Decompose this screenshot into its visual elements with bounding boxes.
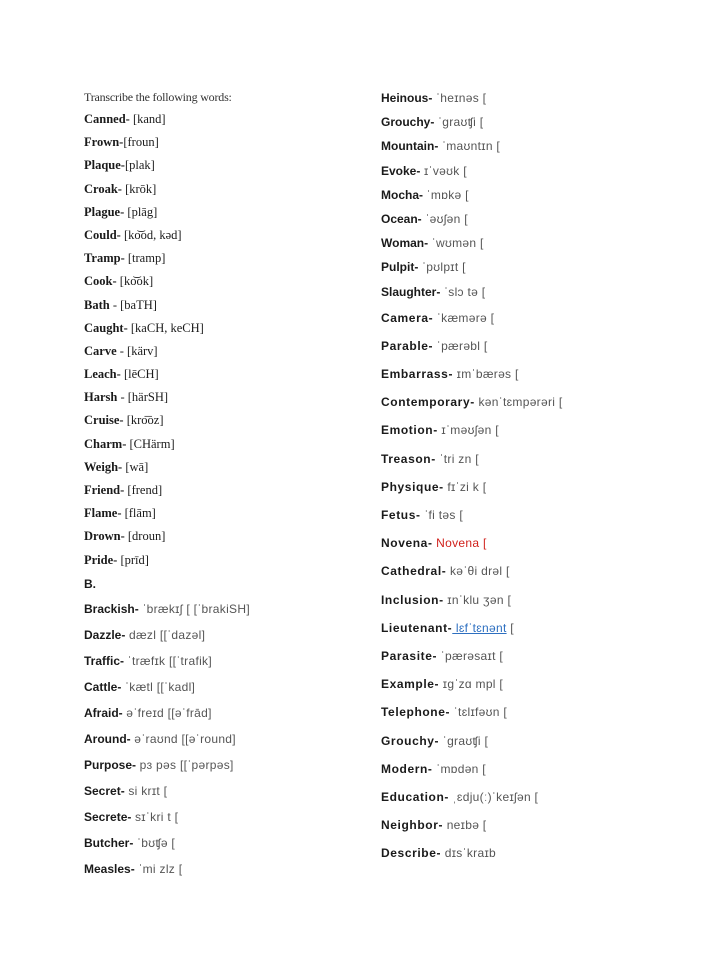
entry-word: Could- bbox=[84, 227, 121, 242]
word-entry bbox=[381, 445, 701, 473]
entry-word: Caught- bbox=[84, 320, 128, 335]
entry-word: Bath bbox=[84, 297, 110, 312]
word-entry bbox=[84, 270, 364, 293]
word-entry bbox=[84, 131, 364, 154]
entry-word: Grouchy- bbox=[381, 733, 440, 748]
word-entry bbox=[84, 409, 364, 432]
word-entry bbox=[381, 86, 701, 110]
entry-word: Plaque- bbox=[84, 158, 125, 173]
entry-word: Measles- bbox=[84, 861, 135, 876]
entry-pronunciation: ˈpærəsaɪt [ bbox=[437, 648, 504, 663]
word-entry bbox=[84, 596, 364, 622]
entry-pronunciation: - [härSH] bbox=[117, 390, 169, 405]
word-entry bbox=[84, 108, 364, 131]
word-entry bbox=[381, 110, 701, 134]
entry-word: Purpose- bbox=[84, 757, 137, 772]
pronunciation-link[interactable]: lɛfˈtɛnənt bbox=[452, 620, 507, 635]
entry-pronunciation: [flām] bbox=[121, 506, 156, 521]
entry-pronunciation: dɪsˈkraɪb bbox=[441, 846, 496, 861]
entry-word: Emotion- bbox=[381, 423, 438, 438]
word-entry bbox=[84, 154, 364, 177]
entry-word: Pride- bbox=[84, 552, 118, 567]
entry-word: Contemporary- bbox=[381, 395, 475, 410]
entry-word: Heinous- bbox=[381, 91, 433, 105]
entry-word: Parasite- bbox=[381, 648, 438, 663]
entry-word: Plague- bbox=[84, 204, 125, 219]
word-entry bbox=[381, 727, 701, 755]
entry-pronunciation: [plak] bbox=[124, 158, 155, 173]
word-entry bbox=[84, 178, 364, 201]
word-entry bbox=[381, 529, 701, 557]
right-list-part-1 bbox=[381, 86, 701, 304]
word-entry bbox=[381, 557, 701, 585]
entry-word: Example- bbox=[381, 677, 440, 692]
word-entry bbox=[381, 698, 701, 726]
entry-pronunciation: [wā] bbox=[122, 459, 149, 474]
entry-pronunciation: ɪmˈbærəs [ bbox=[453, 367, 519, 382]
section-b-heading: B. bbox=[84, 576, 96, 591]
word-entry bbox=[84, 752, 364, 778]
word-entry bbox=[381, 183, 701, 207]
entry-word: Modern- bbox=[381, 761, 433, 776]
word-entry bbox=[84, 674, 364, 700]
word-entry bbox=[84, 856, 364, 882]
word-entry bbox=[84, 648, 364, 674]
word-entry bbox=[84, 247, 364, 270]
entry-word: Treason- bbox=[381, 451, 436, 466]
entry-word: Neighbor- bbox=[381, 818, 444, 833]
entry-pronunciation: [krōk] bbox=[121, 181, 157, 196]
entry-pronunciation: ɪgˈzɑ mpl [ bbox=[439, 677, 504, 692]
instructions-text: Transcribe the following words: bbox=[84, 90, 232, 104]
word-entry bbox=[381, 255, 701, 279]
left-column bbox=[84, 86, 364, 882]
word-entry bbox=[84, 294, 364, 317]
entry-pronunciation: kəˈθi drəl [ bbox=[446, 564, 510, 579]
word-entry bbox=[84, 804, 364, 830]
entry-word: Tramp- bbox=[84, 251, 125, 266]
entry-pronunciation: fɪˈzi k [ bbox=[443, 479, 487, 494]
entry-pronunciation: [lēCH] bbox=[120, 367, 159, 382]
word-entry bbox=[381, 586, 701, 614]
word-entry bbox=[84, 525, 364, 548]
right-column bbox=[381, 86, 701, 867]
word-entry bbox=[381, 473, 701, 501]
word-entry bbox=[381, 207, 701, 231]
entry-pronunciation: ˈmɒkə [ bbox=[423, 187, 469, 202]
entry-pronunciation: [ko͝ok] bbox=[116, 274, 154, 289]
section-b-list bbox=[84, 596, 364, 882]
entry-word: Leach- bbox=[84, 367, 121, 382]
word-entry bbox=[84, 363, 364, 386]
word-entry bbox=[84, 479, 364, 502]
entry-word: Dazzle- bbox=[84, 627, 126, 642]
entry-word: Pulpit- bbox=[381, 260, 419, 275]
entry-pronunciation: - [kärv] bbox=[116, 343, 158, 358]
entry-word: Telephone- bbox=[381, 705, 451, 720]
word-entry bbox=[381, 839, 701, 867]
entry-pronunciation: ˈgraʊʧi [ bbox=[434, 115, 484, 130]
entry-word: Friend- bbox=[84, 483, 125, 497]
entry-pronunciation: sɪˈkri t [ bbox=[131, 809, 179, 824]
entry-word: Woman- bbox=[381, 236, 429, 251]
entry-pronunciation: [droun] bbox=[124, 529, 166, 544]
word-entry bbox=[381, 755, 701, 783]
entry-pronunciation: si krɪt [ bbox=[124, 783, 168, 798]
entry-pronunciation: [kaCH, keCH] bbox=[127, 320, 204, 335]
entry-pronunciation: [frend] bbox=[124, 483, 163, 497]
entry-pronunciation: əˈfreɪd [[əˈfrād] bbox=[122, 705, 212, 720]
entry-word: Ocean- bbox=[381, 211, 422, 226]
entry-word: Carve bbox=[84, 343, 117, 358]
word-entry bbox=[381, 388, 701, 416]
entry-word: Grouchy- bbox=[381, 115, 435, 130]
entry-word: Inclusion- bbox=[381, 592, 444, 607]
entry-pronunciation: [plāg] bbox=[124, 204, 158, 219]
entry-pronunciation: ɪnˈklu ʒən [ bbox=[443, 592, 512, 607]
word-entry bbox=[381, 416, 701, 444]
entry-word: Flame- bbox=[84, 506, 122, 521]
entry-word: Evoke- bbox=[381, 163, 421, 178]
word-entry bbox=[84, 830, 364, 856]
entry-pronunciation: ˈpʊlpɪt [ bbox=[418, 260, 466, 275]
word-entry bbox=[381, 280, 701, 304]
entry-word: Brackish- bbox=[84, 601, 139, 616]
word-entry bbox=[381, 360, 701, 388]
entry-word: Describe- bbox=[381, 846, 442, 861]
entry-word: Embarrass- bbox=[381, 367, 454, 382]
entry-word: Secret- bbox=[84, 783, 125, 798]
entry-bracket: [ bbox=[506, 620, 514, 635]
entry-word: Education- bbox=[381, 789, 449, 804]
entry-word: Croak- bbox=[84, 181, 122, 196]
entry-word: Cook- bbox=[84, 274, 117, 289]
word-entry bbox=[84, 456, 364, 479]
entry-word: Cathedral- bbox=[381, 564, 447, 579]
entry-pronunciation: neɪbə [ bbox=[443, 818, 487, 833]
word-entry bbox=[84, 502, 364, 525]
entry-word: Lieutenant- bbox=[381, 620, 453, 635]
entry-pronunciation: ˈpærəbl [ bbox=[433, 338, 488, 353]
entry-word: Mountain- bbox=[381, 139, 439, 154]
entry-pronunciation: ˈslɔ tə [ bbox=[440, 284, 486, 299]
word-entry bbox=[84, 622, 364, 648]
word-entry bbox=[381, 332, 701, 360]
word-entry bbox=[84, 700, 364, 726]
entry-pronunciation: - [baTH] bbox=[109, 297, 157, 312]
entry-word: Camera- bbox=[381, 310, 434, 325]
word-entry bbox=[84, 549, 364, 572]
entry-word: Weigh- bbox=[84, 459, 123, 474]
entry-pronunciation: ˈgraʊʧi [ bbox=[439, 733, 489, 748]
word-entry bbox=[381, 783, 701, 811]
word-entry bbox=[381, 231, 701, 255]
entry-pronunciation: əˈraʊnd [[əˈround] bbox=[130, 731, 236, 746]
word-entry bbox=[84, 201, 364, 224]
entry-pronunciation: ˈtri zn [ bbox=[435, 451, 479, 466]
entry-pronunciation: ˈwʊmən [ bbox=[428, 236, 484, 251]
entry-word: Around- bbox=[84, 731, 131, 746]
entry-word: Mocha- bbox=[381, 187, 423, 202]
entry-pronunciation: ˈheɪnəs [ bbox=[432, 91, 487, 105]
entry-pronunciation: ˌɛdju(ː)ˈkeɪʃən [ bbox=[449, 789, 539, 804]
word-entry bbox=[381, 501, 701, 529]
entry-pronunciation: Novena [ bbox=[432, 536, 487, 551]
entry-pronunciation: ˈmaʊntɪn [ bbox=[438, 139, 501, 154]
entry-pronunciation: dæzl [[ˈdazəl] bbox=[125, 627, 206, 642]
entry-pronunciation: [kro͞oz] bbox=[123, 413, 164, 428]
entry-pronunciation: [prīd] bbox=[117, 552, 149, 567]
entry-word: Cattle- bbox=[84, 679, 122, 694]
word-entry bbox=[84, 778, 364, 804]
entry-word: Cruise- bbox=[84, 413, 124, 428]
word-entry bbox=[381, 134, 701, 158]
entry-pronunciation: ˈbrækɪʃ [ [ˈbrakiSH] bbox=[138, 601, 250, 616]
entry-pronunciation: [ko͝od, kəd] bbox=[120, 227, 182, 242]
right-list-part-2 bbox=[381, 304, 701, 868]
word-entry bbox=[381, 642, 701, 670]
word-entry bbox=[84, 386, 364, 409]
word-entry bbox=[84, 340, 364, 363]
word-entry bbox=[381, 304, 701, 332]
entry-word: Traffic- bbox=[84, 653, 125, 668]
entry-pronunciation: ˈəʊʃən [ bbox=[421, 211, 468, 226]
entry-pronunciation: ˈtɛlɪfəʊn [ bbox=[450, 705, 507, 720]
entry-pronunciation: ˈmi zlz [ bbox=[134, 861, 183, 876]
entry-word: Physique- bbox=[381, 479, 444, 494]
word-entry bbox=[381, 811, 701, 839]
word-entry bbox=[381, 614, 701, 642]
entry-word: Harsh bbox=[84, 390, 118, 405]
word-entry bbox=[381, 159, 701, 183]
word-entry bbox=[84, 433, 364, 456]
entry-word: Charm- bbox=[84, 436, 127, 451]
section-a-list bbox=[84, 108, 364, 572]
entry-pronunciation: ˈkæmərə [ bbox=[433, 310, 495, 325]
word-entry bbox=[84, 726, 364, 752]
word-entry bbox=[84, 317, 364, 340]
entry-pronunciation: [CHärm] bbox=[126, 436, 175, 451]
entry-pronunciation: ˈmɒdən [ bbox=[432, 761, 486, 776]
entry-word: Butcher- bbox=[84, 835, 134, 850]
entry-pronunciation: ɪˈvəʊk [ bbox=[420, 163, 467, 178]
entry-pronunciation: [kand] bbox=[129, 112, 166, 126]
entry-pronunciation: kənˈtɛmpərəri [ bbox=[474, 395, 563, 410]
entry-word: Drown- bbox=[84, 529, 125, 544]
word-entry bbox=[381, 670, 701, 698]
entry-pronunciation: ɪˈməʊʃən [ bbox=[437, 423, 499, 438]
entry-word: Fetus- bbox=[381, 508, 421, 522]
entry-word: Secrete- bbox=[84, 809, 132, 824]
entry-pronunciation: ˈfi təs [ bbox=[420, 508, 463, 522]
entry-word: Novena- bbox=[381, 536, 433, 551]
entry-word: Parable- bbox=[381, 338, 434, 353]
entry-word: Slaughter- bbox=[381, 284, 441, 299]
entry-pronunciation: [froun] bbox=[123, 135, 159, 150]
entry-pronunciation: ˈkætl [[ˈkadl] bbox=[121, 679, 196, 694]
entry-pronunciation: ˈbʊʧə [ bbox=[133, 835, 176, 850]
entry-word: Frown- bbox=[84, 135, 124, 150]
entry-word: Canned- bbox=[84, 112, 130, 126]
entry-pronunciation: [tramp] bbox=[124, 251, 166, 266]
entry-pronunciation: pɜ pəs [[ˈpərpəs] bbox=[136, 757, 234, 772]
word-entry bbox=[84, 224, 364, 247]
entry-pronunciation: ˈtræfɪk [[ˈtrafik] bbox=[124, 653, 212, 668]
entry-word: Afraid- bbox=[84, 705, 123, 720]
